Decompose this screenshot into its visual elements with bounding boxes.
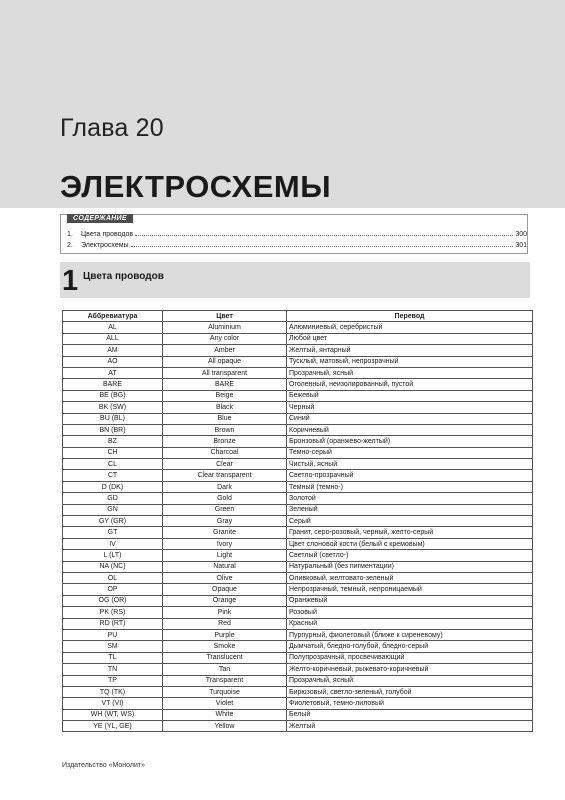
table-row — [63, 402, 533, 413]
cell-translation: Светлый (светло-) — [287, 550, 533, 561]
cell-color: Black — [163, 402, 287, 413]
toc-item-page: 301 — [515, 242, 527, 249]
cell-color: All transparent — [163, 367, 287, 378]
cell-translation: Коричневый — [287, 424, 533, 435]
cell-translation: Зеленый — [287, 504, 533, 515]
toc-heading: СОДЕРЖАНИЕ — [67, 214, 133, 223]
cell-abbreviation: L (LT) — [63, 550, 163, 561]
cell-abbreviation: TL — [63, 652, 163, 663]
cell-color: Tan — [163, 664, 287, 675]
cell-color: Charcoal — [163, 447, 287, 458]
cell-color: Clear — [163, 459, 287, 470]
cell-translation: Алюминиевый, серебристый — [287, 322, 533, 333]
table-row — [63, 459, 533, 470]
cell-translation: Любой цвет — [287, 333, 533, 344]
cell-color: Dark — [163, 481, 287, 492]
table-row — [63, 493, 533, 504]
cell-translation: Тусклый, матовый, непрозрачный — [287, 356, 533, 367]
table-row — [63, 561, 533, 572]
cell-color: Clear transparent — [163, 470, 287, 481]
cell-color: Any color — [163, 333, 287, 344]
table-row — [63, 675, 533, 686]
table-row — [63, 618, 533, 629]
cell-color: Brown — [163, 424, 287, 435]
table-row — [63, 607, 533, 618]
cell-abbreviation: RD (RT) — [63, 618, 163, 629]
cell-translation: Прозрачный, ясный — [287, 367, 533, 378]
section-title: Цвета проводов — [83, 271, 164, 282]
table-row — [63, 322, 533, 333]
cell-abbreviation: TP — [63, 675, 163, 686]
table-row — [63, 481, 533, 492]
cell-color: Opaque — [163, 584, 287, 595]
column-header-color: Цвет — [163, 311, 287, 322]
cell-abbreviation: AM — [63, 345, 163, 356]
cell-translation: Желтый, янтарный — [287, 345, 533, 356]
cell-color: White — [163, 709, 287, 720]
cell-translation: Полупрозрачный, просвечивающий — [287, 652, 533, 663]
wire-colors-table — [62, 310, 533, 732]
cell-abbreviation: BU (BL) — [63, 413, 163, 424]
table-row — [63, 698, 533, 709]
cell-abbreviation: BZ — [63, 436, 163, 447]
table-row — [63, 333, 533, 344]
cell-color: Gold — [163, 493, 287, 504]
table-row — [63, 652, 533, 663]
toc-dot-leader — [131, 246, 514, 247]
cell-color: Beige — [163, 390, 287, 401]
toc-item-title: Электросхемы — [81, 242, 129, 249]
page-title: ЭЛЕКТРОСХЕМЫ — [60, 169, 332, 204]
table-row — [63, 721, 533, 732]
cell-abbreviation: BK (SW) — [63, 402, 163, 413]
cell-abbreviation: GN — [63, 504, 163, 515]
table-row — [63, 516, 533, 527]
cell-abbreviation: CH — [63, 447, 163, 458]
cell-translation: Гранит, серо-розовый, черный, желто-серый — [287, 527, 533, 538]
cell-translation: Черный — [287, 402, 533, 413]
table-row — [63, 686, 533, 697]
table-row — [63, 572, 533, 583]
cell-translation: Синий — [287, 413, 533, 424]
table-row — [63, 413, 533, 424]
cell-color: Purple — [163, 629, 287, 640]
cell-abbreviation: CT — [63, 470, 163, 481]
cell-translation: Цвет слоновой кости (белый с кремовым) — [287, 538, 533, 549]
cell-color: Gray — [163, 516, 287, 527]
cell-abbreviation: CL — [63, 459, 163, 470]
table-row — [63, 447, 533, 458]
table-row — [63, 390, 533, 401]
cell-translation: Дымчатый, бледно-голубой, бледно-серый — [287, 641, 533, 652]
cell-color: Light — [163, 550, 287, 561]
cell-translation: Желто-коричневый, рыжевато-коричневый — [287, 664, 533, 675]
table-row — [63, 356, 533, 367]
cell-translation: Натуральный (без пигментации) — [287, 561, 533, 572]
cell-translation: Темный (темно-) — [287, 481, 533, 492]
cell-translation: Розовый — [287, 607, 533, 618]
cell-color: Translucent — [163, 652, 287, 663]
cell-translation: Красный — [287, 618, 533, 629]
table-row — [63, 424, 533, 435]
table-row — [63, 595, 533, 606]
cell-color: Violet — [163, 698, 287, 709]
cell-translation: Пурпурный, фиолетовый (ближе к сиреневому) — [287, 629, 533, 640]
cell-abbreviation: AT — [63, 367, 163, 378]
column-header-translation: Перевод — [287, 311, 533, 322]
table-row — [63, 709, 533, 720]
table-row — [63, 527, 533, 538]
table-row — [63, 504, 533, 515]
cell-translation: Бронзовый (оранжево-желтый) — [287, 436, 533, 447]
table-row — [63, 436, 533, 447]
table-row — [63, 538, 533, 549]
cell-color: Green — [163, 504, 287, 515]
cell-color: Amber — [163, 345, 287, 356]
cell-abbreviation: BN (BR) — [63, 424, 163, 435]
cell-abbreviation: BE (BG) — [63, 390, 163, 401]
cell-translation: Бежевый — [287, 390, 533, 401]
cell-abbreviation: VT (VI) — [63, 698, 163, 709]
cell-translation: Золотой — [287, 493, 533, 504]
table-row — [63, 550, 533, 561]
cell-color: BARE — [163, 379, 287, 390]
cell-color: Smoke — [163, 641, 287, 652]
cell-abbreviation: OP — [63, 584, 163, 595]
cell-abbreviation: PK (RS) — [63, 607, 163, 618]
toc-item[interactable] — [67, 239, 527, 249]
cell-abbreviation: NA (NC) — [63, 561, 163, 572]
cell-translation: Желтый — [287, 721, 533, 732]
cell-translation: Фиолетовый, темно-лиловый — [287, 698, 533, 709]
cell-abbreviation: AO — [63, 356, 163, 367]
table-row — [63, 367, 533, 378]
cell-abbreviation: PU — [63, 629, 163, 640]
table-row — [63, 664, 533, 675]
cell-abbreviation: TN — [63, 664, 163, 675]
table-row — [63, 345, 533, 356]
cell-translation: Серый — [287, 516, 533, 527]
toc-dot-leader — [135, 235, 513, 236]
cell-abbreviation: TQ (TK) — [63, 686, 163, 697]
table-row — [63, 470, 533, 481]
cell-color: Orange — [163, 595, 287, 606]
cell-abbreviation: ALL — [63, 333, 163, 344]
cell-color: Olive — [163, 572, 287, 583]
cell-color: Transparent — [163, 675, 287, 686]
cell-translation: Темно-серый — [287, 447, 533, 458]
footer-publisher: Издательство «Монолит» — [62, 762, 146, 769]
cell-abbreviation: D (DK) — [63, 481, 163, 492]
cell-abbreviation: GY (GR) — [63, 516, 163, 527]
chapter-label: Глава 20 — [60, 114, 164, 142]
cell-color: Pink — [163, 607, 287, 618]
cell-translation: Непрозрачный, темный, непроницаемый — [287, 584, 533, 595]
cell-translation: Оранжевый — [287, 595, 533, 606]
cell-color: Bronze — [163, 436, 287, 447]
toc-item-number: 2. — [67, 242, 73, 249]
toc-item-page: 300 — [515, 231, 527, 238]
table-row — [63, 629, 533, 640]
cell-color: Red — [163, 618, 287, 629]
cell-abbreviation: YE (YL, GE) — [63, 721, 163, 732]
cell-abbreviation: IV — [63, 538, 163, 549]
column-header-abbreviation: Аббревиатура — [63, 311, 163, 322]
cell-abbreviation: GT — [63, 527, 163, 538]
table-of-contents — [60, 214, 528, 254]
cell-color: Blue — [163, 413, 287, 424]
cell-translation: Светло-прозрачный — [287, 470, 533, 481]
cell-color: Turquoise — [163, 686, 287, 697]
toc-item[interactable] — [67, 228, 527, 238]
cell-color: Yellow — [163, 721, 287, 732]
cell-translation: Оливковый, желтовато-зеленый — [287, 572, 533, 583]
cell-color: Aluminium — [163, 322, 287, 333]
table-body — [63, 322, 533, 732]
cell-translation: Оголенный, неизолированный, пустой — [287, 379, 533, 390]
cell-abbreviation: BARE — [63, 379, 163, 390]
cell-abbreviation: GD — [63, 493, 163, 504]
cell-translation: Прозрачный, ясный — [287, 675, 533, 686]
cell-color: Ivory — [163, 538, 287, 549]
cell-color: Natural — [163, 561, 287, 572]
cell-abbreviation: WH (WT, WS) — [63, 709, 163, 720]
cell-abbreviation: AL — [63, 322, 163, 333]
cell-abbreviation: SM — [63, 641, 163, 652]
cell-abbreviation: OG (OR) — [63, 595, 163, 606]
cell-translation: Чистый, ясный — [287, 459, 533, 470]
section-number: 1 — [62, 265, 79, 297]
cell-color: Granite — [163, 527, 287, 538]
table-header-row — [63, 311, 533, 322]
table-row — [63, 641, 533, 652]
toc-item-title: Цвета проводов — [81, 231, 134, 238]
cell-abbreviation: OL — [63, 572, 163, 583]
toc-item-number: 1. — [67, 231, 73, 238]
cell-translation: Белый — [287, 709, 533, 720]
cell-translation: Бирюзовый, светло-зеленый, голубой — [287, 686, 533, 697]
table-row — [63, 379, 533, 390]
table-row — [63, 584, 533, 595]
cell-color: All opaque — [163, 356, 287, 367]
